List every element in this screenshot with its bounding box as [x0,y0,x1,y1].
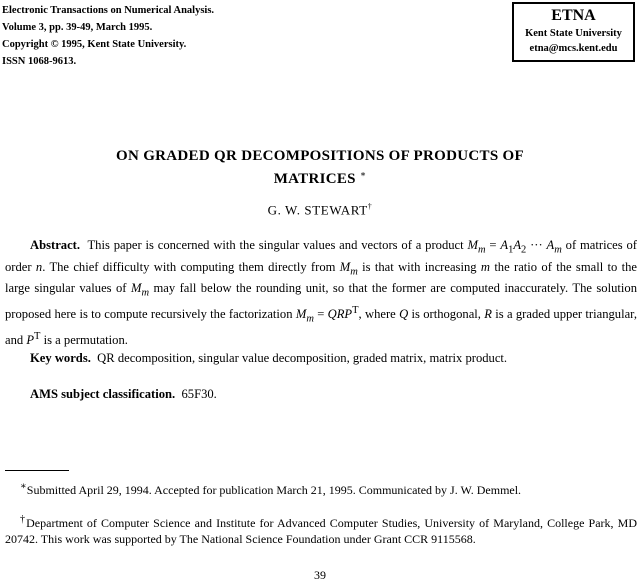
keywords-text: QR decomposition, singular value decomposition, graded matrix, matrix product. [97,351,508,365]
abstract-text: is that with increasing [362,259,477,274]
abstract-text: the ratio of the small to the large singular values of [5,259,638,296]
ams-classification [5,387,637,402]
etna-title: ETNA [551,7,596,24]
abstract-text: is orthogonal, [411,307,481,322]
author-footnote-mark: † [367,202,373,211]
journal-copyright: Copyright © 1995, Kent State University. [2,39,187,50]
abstract-text: may fall below the rounding unit, so that the former are computed inaccurately. The solution proposed here is to compute recursively the factorization [5,281,637,322]
paper-title-line1: ON GRADED QR DECOMPOSITIONS OF PRODUCTS OF [116,148,524,164]
footnote-2-text: Department of Computer Science and Institute for Advanced Computer Studies, University of Maryland, College Park, MD 20742. This work was supported by The National Science Foundation under Grant CCR 9115568. [5,516,638,546]
title-footnote-mark: ∗ [359,169,367,179]
abstract-text: . The chief difficulty with computing them directly from [42,259,336,274]
footnote-2-mark: † [20,514,27,525]
etna-email: etna@mcs.kent.edu [529,43,618,54]
footnote-2 [5,512,637,547]
paper-title-line2: MATRICES [273,171,356,187]
journal-header [2,2,214,70]
keywords-label: Key words. [30,351,91,365]
page-number: 39 [314,568,326,582]
abstract-text: is a graded upper triangular, and [5,307,638,348]
footnote-1 [5,479,637,499]
abstract: Abstract. This paper is concerned with the singular values and vectors of a product $M_m = A_1A_2$ ··· $A_m$ of matrices of order n. The chief difficulty with computing them directly from $M_m$ is that with increasing m the ratio of the small to the large singular values of $M_m$ may fall below the rounding unit, so that the former are computed inaccurately. The solution proposed here is to compute recursively the factorization $M_m = QRP^T$, where Q is orthogonal, R is a graded upper triangular, and $P^T$ is a permutation. [5,238,638,348]
author [0,202,640,218]
etna-box [512,2,635,62]
abstract-text: , where [358,307,396,322]
paper-title [0,147,640,188]
author-name: G. W. STEWART [267,202,368,218]
abstract-text: is a permutation. [43,333,128,348]
footnote-1-text: Submitted April 29, 1994. Accepted for publication March 21, 1995. Communicated by J. W. Demmel. [26,483,522,497]
keywords [5,351,637,366]
footnote-1-mark: ∗ [20,481,27,492]
etna-university: Kent State University [525,28,622,39]
ams-label: AMS subject classification. [30,387,176,401]
footnote-rule [5,470,69,471]
journal-volume: Volume 3, pp. 39-49, March 1995. [2,22,153,33]
journal-name: Electronic Transactions on Numerical Analysis. [2,5,215,16]
journal-issn: ISSN 1068-9613. [2,56,77,67]
abstract-text: of matrices of order [5,238,637,274]
ams-text: 65F30. [181,387,217,401]
abstract-text: This paper is concerned with the singular values and vectors of a product [87,238,464,252]
abstract-label: Abstract. [30,238,81,252]
